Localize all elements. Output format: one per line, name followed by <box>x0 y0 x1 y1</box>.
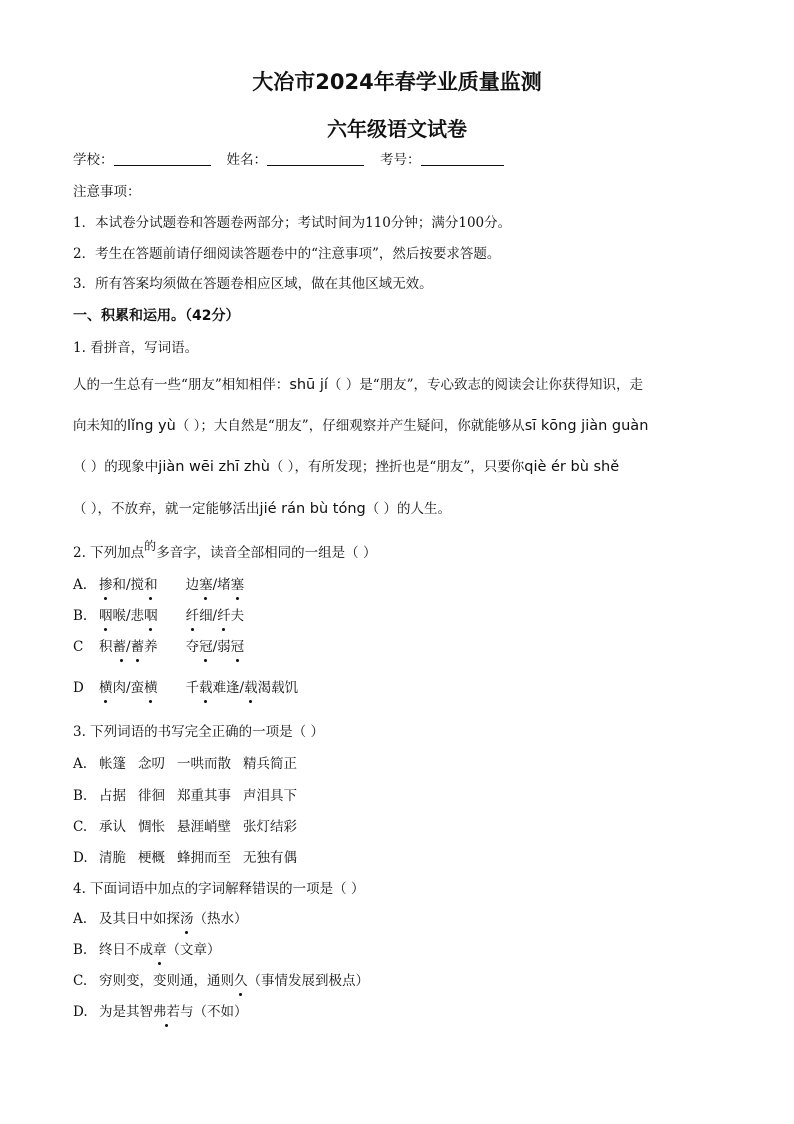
q2-stem: 2. 下列加点的多音字，读音全部相同的一组是（ ） <box>73 539 377 561</box>
answer-blank: （ ） <box>73 459 105 475</box>
pinyin: qiè ér bù shě <box>524 459 620 475</box>
q3-stem: 3. 下列词语的书写完全正确的一项是（ ） <box>73 724 324 740</box>
name-blank <box>267 151 364 166</box>
answer-blank: （ ） <box>269 459 295 475</box>
q1-stem: 1. 看拼音，写词语。 <box>73 340 199 356</box>
section-heading: 一、积累和运用。（42分） <box>73 308 240 324</box>
answer-blank: （ ） <box>327 377 360 393</box>
q1-line-2: 向未知的lǐng yù（ ）；大自然是“朋友”，仔细观察并产生疑问，你就能够从sī kōng jiàn guàn <box>73 418 649 434</box>
pinyin: shū jí <box>289 377 328 393</box>
answer-blank: （ ） <box>175 418 201 434</box>
school-blank <box>114 151 211 166</box>
exam-subtitle: 六年级语文试卷 <box>327 117 467 141</box>
q4-option: A. 及其日中如探汤（热水） <box>73 911 248 927</box>
notice-item: 3．所有答案均须做在答题卷相应区域，做在其他区域无效。 <box>73 276 433 292</box>
q2-option: A. 掺和/搅和 边塞/堵塞 <box>73 577 245 593</box>
id-blank <box>421 151 504 166</box>
q2-option: C 积蓄/蓄养 夺冠/弱冠 <box>73 639 245 655</box>
pinyin: jié rán bù tóng <box>259 501 366 517</box>
q3-option: B. 占据 徘徊 郑重其事 声泪具下 <box>73 788 297 804</box>
pinyin: jiàn wēi zhī zhù <box>158 459 270 475</box>
notice-item: 2．考生在答题前请仔细阅读答题卷中的“注意事项”，然后按要求答题。 <box>73 246 501 262</box>
q1-line-1: 人的一生总有一些“朋友”相知相伴：shū jí（ ）是“朋友”，专心致志的阅读会让你获得知识，走 <box>73 377 644 393</box>
q2-option: D 横肉/蛮横 千载难逢/载渴载饥 <box>73 680 299 696</box>
pinyin: sī kōng jiàn guàn <box>524 418 649 434</box>
q4-option: D. 为是其智弗若与（不如） <box>73 1004 248 1020</box>
raised-char: 的 <box>144 539 157 553</box>
id-label: 考号： <box>380 152 421 168</box>
notice-item: 1．本试卷分试题卷和答题卷两部分；考试时间为110分钟；满分100分。 <box>73 215 512 231</box>
q1-line-4: （ ），不放弃，就一定能够活出jié rán bù tóng（ ）的人生。 <box>73 501 452 517</box>
notice-heading: 注意事项： <box>73 184 141 200</box>
q1-line-3: （ ）的现象中jiàn wēi zhī zhù（ ），有所发现；挫折也是“朋友”，只要你qiè ér bù shě <box>73 459 620 475</box>
answer-blank: （ ） <box>73 501 98 517</box>
exam-title: 大冶市2024年春学业质量监测 <box>252 70 542 94</box>
q3-option: A. 帐篷 念叨 一哄而散 精兵简正 <box>73 756 297 772</box>
q2-option: B. 咽喉/悲咽 纤细/纤夫 <box>73 608 245 624</box>
pinyin: lǐng yù <box>127 418 176 434</box>
answer-blank: （ ） <box>365 501 398 517</box>
q4-stem: 4. 下面词语中加点的字词解释错误的一项是（ ） <box>73 881 365 897</box>
school-label: 学校： <box>73 152 114 168</box>
q4-option: C. 穷则变，变则通，通则久（事情发展到极点） <box>73 973 369 989</box>
q3-option: C. 承认 惆怅 悬涯峭壁 张灯结彩 <box>73 819 297 835</box>
q3-option: D. 清脆 梗概 蜂拥而至 无独有偶 <box>73 850 297 866</box>
q4-option: B. 终日不成章（文章） <box>73 942 221 958</box>
name-label: 姓名： <box>226 152 267 168</box>
student-info-row <box>73 150 504 170</box>
